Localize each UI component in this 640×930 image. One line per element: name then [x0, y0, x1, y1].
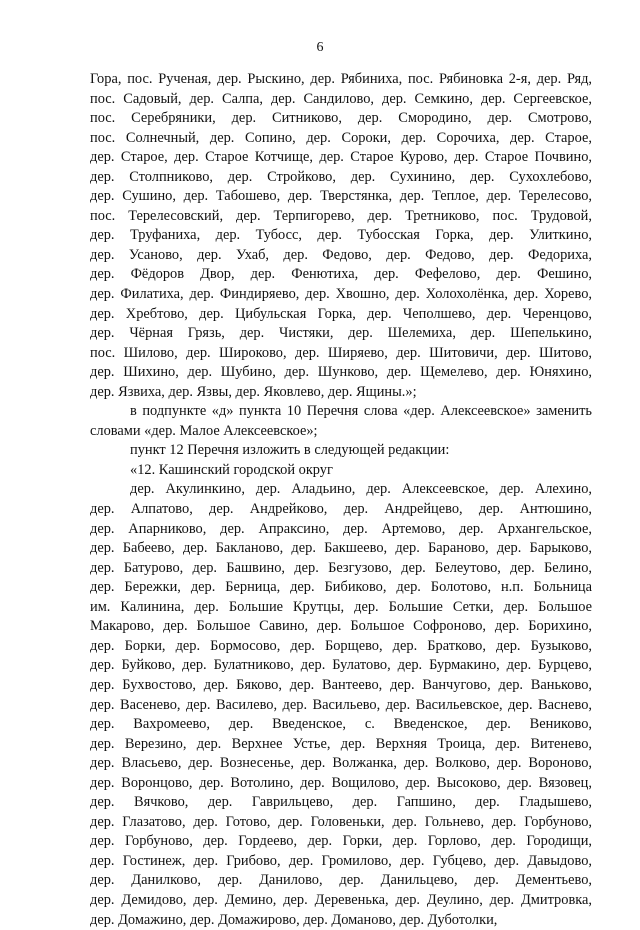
text-line: пос. Шилово, дер. Широково, дер. Ширяево, дер. Шитовичи, дер. Шитово, [90, 344, 592, 361]
text-line: пос. Садовый, дер. Салпа, дер. Сандилово, дер. Семкино, дер. Сергеевское, [90, 90, 592, 107]
text-line: дер. Алпатово, дер. Андрейково, дер. Андрейцево, дер. Антюшино, [90, 501, 592, 518]
text-line: дер. Чёрная Грязь, дер. Чистяки, дер. Шелемиха, дер. Шепелькино, [90, 325, 592, 342]
text-line: дер. Глазатово, дер. Готово, дер. Головеньки, дер. Гольнево, дер. Горбуново, [90, 813, 592, 830]
paragraph-amendment-12 [90, 441, 592, 461]
text-line: Гора, пос. Рученая, дер. Рыскино, дер. Рябиниха, пос. Рябиновка 2-я, дер. Ряд, [90, 71, 592, 87]
text-line: словами «дер. Малое Алексеевское»; [90, 422, 318, 439]
text-line: пункт 12 Перечня изложить в следующей редакции: [130, 442, 450, 459]
text-line: дер. Домажино, дер. Домажирово, дер. Доманово, дер. Дуботолки, [90, 911, 498, 928]
document-body [90, 70, 592, 930]
text-line: дер. Вахромеево, дер. Введенское, с. Введенское, дер. Вениково, [90, 716, 592, 733]
text-line: дер. Демидово, дер. Демино, дер. Деревенька, дер. Деулино, дер. Дмитровка, [90, 891, 592, 908]
text-line: дер. Бухвостово, дер. Бяково, дер. Вантеево, дер. Ванчугово, дер. Ваньково, [90, 676, 592, 693]
text-line: дер. Власьево, дер. Вознесенье, дер. Волжанка, дер. Волково, дер. Вороново, [90, 755, 592, 772]
paragraph-amendment-d [90, 402, 592, 441]
text-line: дер. Васенево, дер. Василево, дер. Васильево, дер. Васильевское, дер. Васнево, [90, 696, 592, 713]
text-line: дер. Старое, дер. Старое Котчище, дер. Старое Курово, дер. Старое Почвино, [90, 149, 592, 166]
text-line: дер. Столпниково, дер. Стройково, дер. Сухинино, дер. Сухохлебово, [90, 168, 592, 185]
text-line: дер. Горбуново, дер. Гордеево, дер. Горки, дер. Горлово, дер. Городищи, [90, 833, 592, 850]
text-line: дер. Бережки, дер. Берница, дер. Бибиково, дер. Болотово, н.п. Больница [90, 579, 592, 596]
paragraph-villages-continued [90, 70, 592, 402]
text-line: дер. Верезино, дер. Верхнее Устье, дер. Верхняя Троица, дер. Витенево, [90, 735, 592, 752]
text-line: дер. Шихино, дер. Шубино, дер. Шунково, дер. Щемелево, дер. Юняхино, [90, 364, 592, 381]
text-line: «12. Кашинский городской округ [130, 461, 333, 478]
page-number: 6 [316, 40, 324, 55]
text-line: дер. Бабеево, дер. Бакланово, дер. Бакшеево, дер. Бараново, дер. Барыково, [90, 540, 592, 557]
paragraph-kashin-villages [90, 480, 592, 930]
text-line: дер. Труфаниха, дер. Тубосс, дер. Тубосская Горка, дер. Улиткино, [90, 227, 592, 244]
text-line: пос. Серебряники, дер. Ситниково, дер. Смородино, дер. Смотрово, [90, 110, 592, 127]
text-line: дер. Язвиха, дер. Язвы, дер. Яковлево, дер. Ящины.»; [90, 383, 417, 400]
text-line: Макарово, дер. Большое Савино, дер. Большое Софроново, дер. Борихино, [90, 618, 592, 635]
text-line: дер. Хребтово, дер. Цибульская Горка, дер. Чеполшево, дер. Черенцово, [90, 305, 592, 322]
text-line: дер. Буйково, дер. Булатниково, дер. Булатово, дер. Бурмакино, дер. Бурцево, [90, 657, 592, 674]
text-line: дер. Данилково, дер. Данилово, дер. Данильцево, дер. Дементьево, [90, 872, 592, 889]
text-line: дер. Филатиха, дер. Финдиряево, дер. Хвошно, дер. Холохолёнка, дер. Хорево, [90, 286, 592, 303]
text-line: пос. Терелесовский, дер. Терпигорево, дер. Третниково, пос. Трудовой, [90, 207, 592, 224]
paragraph-item-12-heading [90, 461, 592, 481]
text-line: дер. Борки, дер. Бормосово, дер. Борщево, дер. Братково, дер. Бузыково, [90, 637, 592, 654]
text-line: дер. Батурово, дер. Башвино, дер. Безгузово, дер. Белеутово, дер. Белино, [90, 559, 592, 576]
text-line: дер. Сушино, дер. Табошево, дер. Тверстянка, дер. Теплое, дер. Терелесово, [90, 188, 592, 205]
text-line: дер. Апарниково, дер. Апраксино, дер. Артемово, дер. Архангельское, [90, 520, 592, 537]
text-line: дер. Усаново, дер. Ухаб, дер. Федово, дер. Федово, дер. Федориха, [90, 246, 592, 263]
text-line: дер. Акулинкино, дер. Аладьино, дер. Алексеевское, дер. Алехино, [130, 481, 592, 498]
text-line: дер. Воронцово, дер. Вотолино, дер. Вощилово, дер. Высоково, дер. Вязовец, [90, 774, 592, 791]
text-line: дер. Фёдоров Двор, дер. Фенютиха, дер. Фефелово, дер. Фешино, [90, 266, 592, 283]
text-line: дер. Гостинеж, дер. Грибово, дер. Громилово, дер. Губцево, дер. Давыдово, [90, 852, 592, 869]
text-line: им. Калинина, дер. Большие Крутцы, дер. Большие Сетки, дер. Большое [90, 598, 592, 615]
text-line: пос. Солнечный, дер. Сопино, дер. Сороки, дер. Сорочиха, дер. Старое, [90, 129, 592, 146]
text-line: в подпункте «д» пункта 10 Перечня слова «дер. Алексеевское» заменить [130, 403, 592, 420]
text-line: дер. Вячково, дер. Гаврильцево, дер. Гапшино, дер. Гладышево, [90, 794, 592, 811]
